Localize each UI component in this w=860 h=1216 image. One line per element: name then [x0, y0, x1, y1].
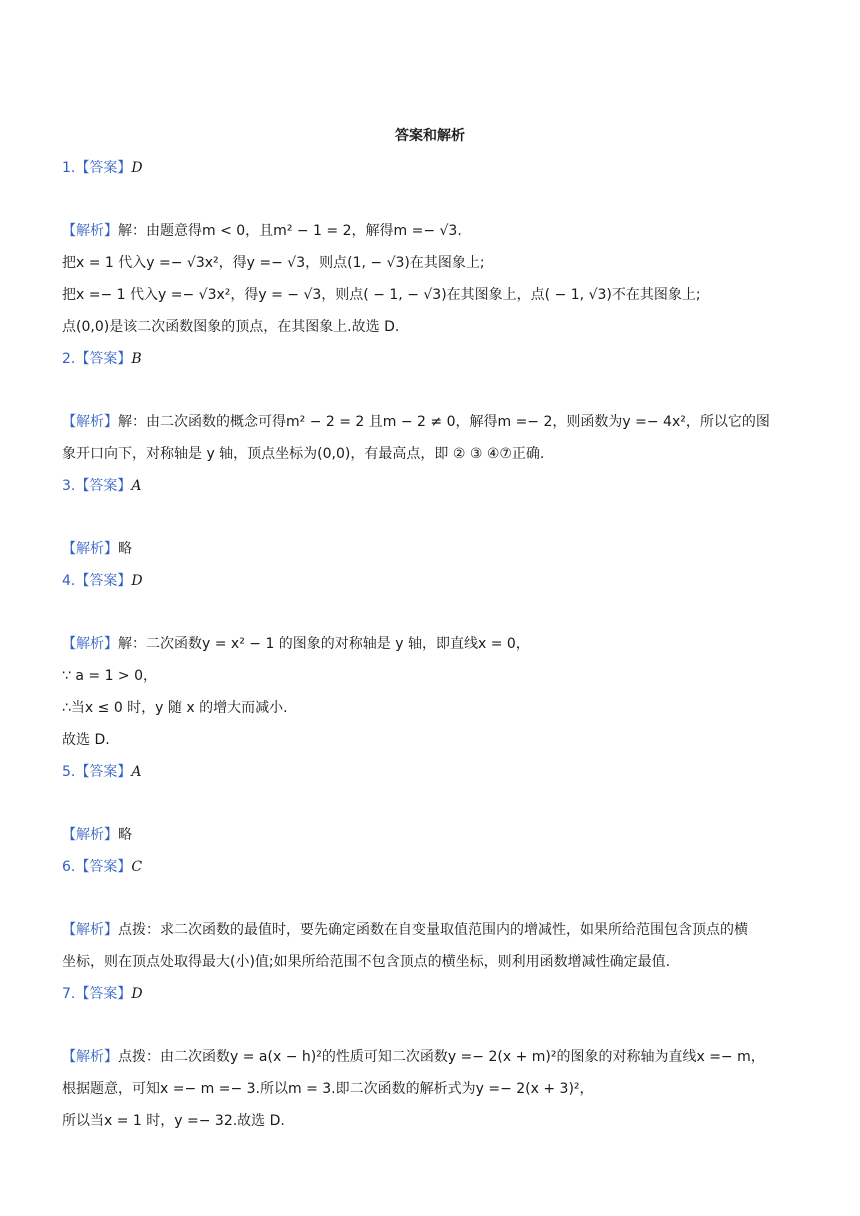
analysis-tag: 【解析】 — [62, 223, 118, 239]
analysis-tag: 【解析】 — [62, 541, 118, 557]
analysis-text: 点拨：求二次函数的最值时，要先确定函数在自变量取值范围内的增减性，如果所给范围包含顶点的横 — [118, 922, 748, 938]
analysis-text: 解：二次函数y = x² − 1 的图象的对称轴是 y 轴，即直线x = 0， — [118, 636, 530, 652]
answer-tag: 3.【答案】 — [62, 478, 132, 494]
analysis-line: ∴当x ≤ 0 时，y 随 x 的增大而减小. — [62, 700, 288, 716]
analysis-text: 点拨：由二次函数y = a(x − h)²的性质可知二次函数y =− 2(x + m)²的图象的对称轴为直线x =− m， — [118, 1049, 765, 1065]
analysis-tag: 【解析】 — [62, 922, 118, 938]
answer-tag: 6.【答案】 — [62, 859, 132, 875]
analysis-tag: 【解析】 — [62, 414, 118, 430]
answer-value: A — [131, 764, 142, 780]
analysis-line: 把x =− 1 代入y =− √3x²，得y = − √3，则点( − 1, − √3)在其图象上，点( − 1, √3)不在其图象上; — [62, 287, 701, 303]
analysis-tag: 【解析】 — [62, 1049, 118, 1065]
analysis-text: 略 — [118, 827, 132, 843]
analysis-line — [62, 412, 800, 432]
answer-line-3 — [62, 476, 800, 496]
analysis-line — [62, 920, 800, 940]
answer-line-1 — [62, 158, 800, 178]
answer-value: D — [131, 573, 143, 589]
answer-value: B — [131, 351, 142, 367]
analysis-text: 略 — [118, 541, 132, 557]
answer-value: D — [131, 986, 143, 1002]
analysis-line — [62, 825, 800, 845]
answer-line-5 — [62, 762, 800, 782]
analysis-line: 象开口向下，对称轴是 y 轴，顶点坐标为(0,0)，有最高点，即 ② ③ ④⑦正确. — [62, 446, 545, 462]
analysis-line: 点(0,0)是该二次函数图象的顶点，在其图象上.故选 D. — [62, 319, 400, 335]
analysis-line: 根据题意，可知x =− m =− 3.所以m = 3.即二次函数的解析式为y =− 2(x + 3)²， — [62, 1081, 594, 1097]
analysis-line: 故选 D. — [62, 732, 110, 748]
analysis-line — [62, 221, 800, 241]
answer-line-6 — [62, 857, 800, 877]
answer-value: C — [131, 859, 143, 875]
analysis-text: 解：由题意得m < 0，且m² − 1 = 2，解得m =− √3. — [118, 223, 462, 239]
page-title: 答案和解析 — [395, 128, 465, 144]
answer-tag: 1.【答案】 — [62, 160, 132, 176]
analysis-line: 所以当x = 1 时，y =− 32.故选 D. — [62, 1113, 285, 1129]
analysis-line: ∵ a = 1 > 0， — [62, 668, 158, 684]
answer-line-4 — [62, 571, 800, 591]
answer-tag: 2.【答案】 — [62, 351, 132, 367]
analysis-line — [62, 1047, 800, 1067]
answer-line-7 — [62, 984, 800, 1004]
analysis-text: 解：由二次函数的概念可得m² − 2 = 2 且m − 2 ≠ 0，解得m =− 2，则函数为y =− 4x²，所以它的图 — [118, 414, 770, 430]
analysis-line — [62, 539, 800, 559]
answer-tag: 7.【答案】 — [62, 986, 132, 1002]
answer-value: D — [131, 160, 143, 176]
analysis-line: 把x = 1 代入y =− √3x²，得y =− √3，则点(1, − √3)在其图象上; — [62, 255, 485, 271]
answer-line-2 — [62, 349, 800, 369]
answer-tag: 4.【答案】 — [62, 573, 132, 589]
analysis-tag: 【解析】 — [62, 827, 118, 843]
analysis-tag: 【解析】 — [62, 636, 118, 652]
answer-tag: 5.【答案】 — [62, 764, 132, 780]
analysis-line — [62, 634, 800, 654]
answer-value: A — [131, 478, 142, 494]
analysis-line: 坐标，则在顶点处取得最大(小)值;如果所给范围不包含顶点的横坐标，则利用函数增减性确定最值. — [62, 954, 671, 970]
